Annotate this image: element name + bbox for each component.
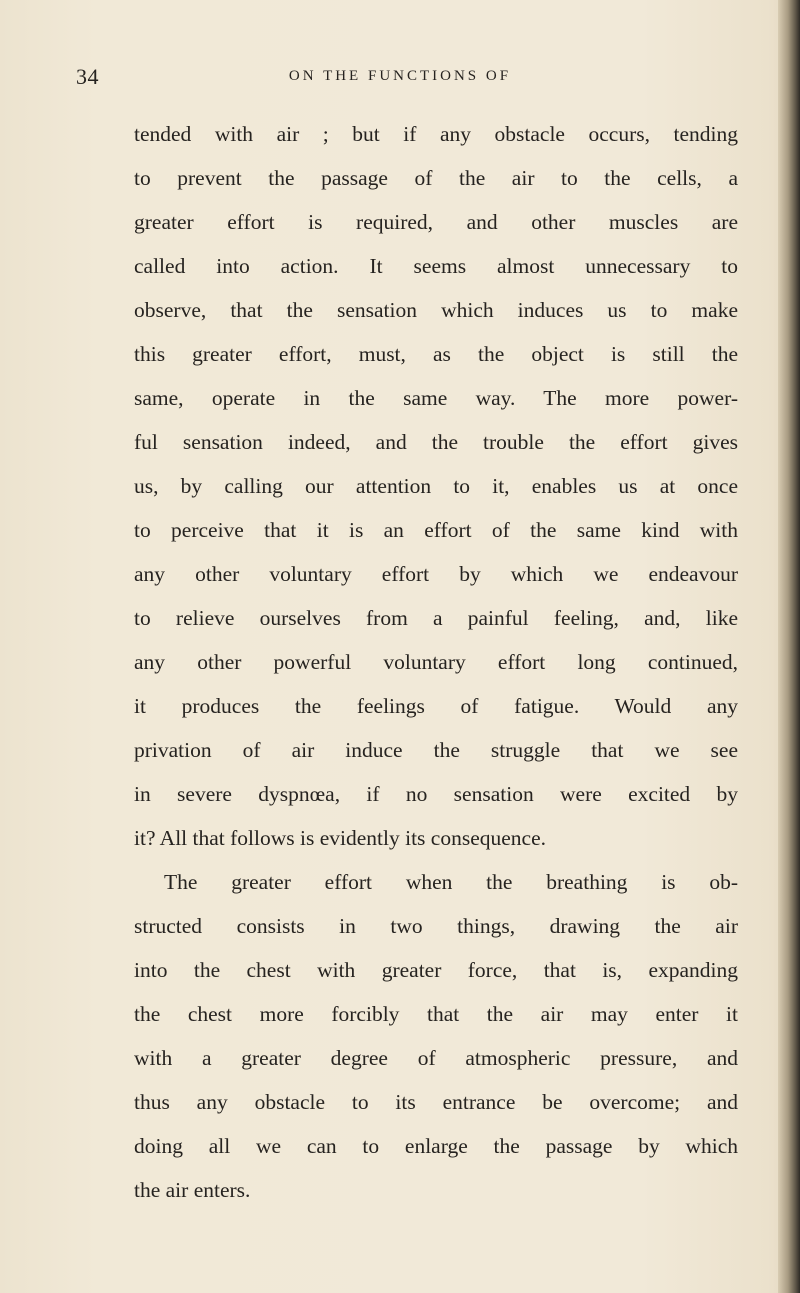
text-line: to relieve ourselves from a painful feeling, and, like: [134, 606, 738, 630]
text-line: tended with air ; but if any obstacle occurs, tending: [134, 122, 738, 146]
text-line: structed consists in two things, drawing the air: [134, 914, 738, 938]
body-text: [134, 112, 738, 1212]
text-line: privation of air induce the struggle that we see: [134, 738, 738, 762]
text-line: to prevent the passage of the air to the cells, a: [134, 166, 738, 190]
text-line: us, by calling our attention to it, enables us at once: [134, 474, 738, 498]
paragraph-end-line: the air enters.: [134, 1178, 251, 1202]
text-line: with a greater degree of atmospheric pressure, and: [134, 1046, 738, 1070]
running-head: ON THE FUNCTIONS OF: [288, 68, 512, 84]
text-line: doing all we can to enlarge the passage by which: [134, 1134, 738, 1158]
paragraph-end-line: it? All that follows is evidently its consequence.: [134, 826, 547, 850]
text-line: it produces the feelings of fatigue. Would any: [134, 694, 738, 718]
text-line: to perceive that it is an effort of the same kind with: [134, 518, 738, 542]
page-header: [0, 64, 800, 96]
text-line: any other powerful voluntary effort long continued,: [134, 650, 738, 674]
text-line: thus any obstacle to its entrance be overcome; and: [134, 1090, 738, 1114]
text-line: ful sensation indeed, and the trouble the effort gives: [134, 430, 738, 454]
text-line: in severe dyspnœa, if no sensation were excited by: [134, 782, 738, 806]
text-line: into the chest with greater force, that is, expanding: [134, 958, 738, 982]
text-line: greater effort is required, and other muscles are: [134, 210, 738, 234]
text-line: same, operate in the same way. The more power-: [134, 386, 738, 410]
text-line: observe, that the sensation which induces us to make: [134, 298, 738, 322]
text-line: the chest more forcibly that the air may enter it: [134, 1002, 738, 1026]
page-binding-shadow: [778, 0, 800, 1293]
text-line: called into action. It seems almost unnecessary to: [134, 254, 738, 278]
text-line: this greater effort, must, as the object is still the: [134, 342, 738, 366]
page-number: 34: [76, 64, 99, 89]
paragraph-start-line: The greater effort when the breathing is ob-: [164, 870, 738, 894]
text-line: any other voluntary effort by which we endeavour: [134, 562, 738, 586]
